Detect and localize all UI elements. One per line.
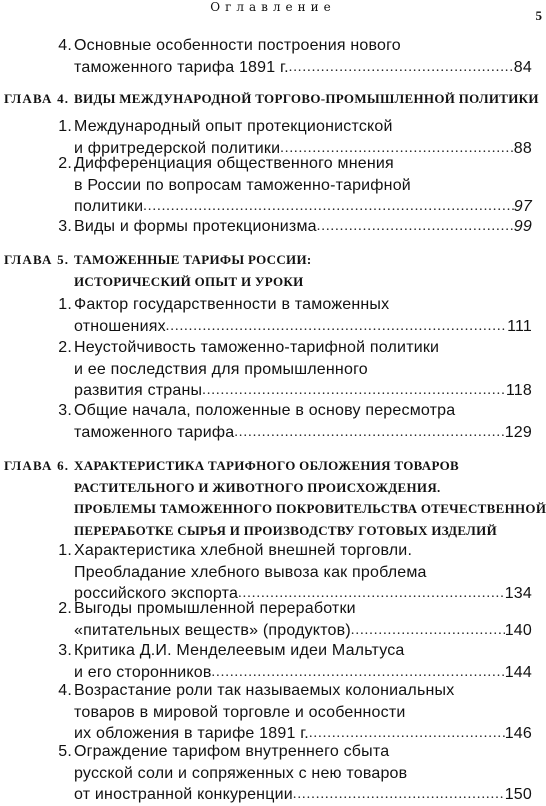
- entry-line: и его сторонников: [74, 663, 212, 681]
- entry-line: и ее последствия для промышленного: [74, 360, 368, 378]
- entry-number: 1.: [58, 118, 72, 135]
- entry-line: их обложения в тарифе 1891 г.: [74, 725, 309, 742]
- chapter-title-line: ВИДЫ МЕЖДУНАРОДНОЙ ТОРГОВО-ПРОМЫШЛЕННОЙ ПОЛИТИКИ: [74, 91, 539, 106]
- entry-line: Общие начала, положенные в основу пересмотра: [74, 402, 456, 419]
- entry-line: Выгоды промышленной переработки: [74, 600, 356, 617]
- toc-entry[interactable]: [46, 540, 532, 605]
- toc-entry[interactable]: [46, 294, 532, 337]
- entry-page: 99: [513, 218, 532, 235]
- entry-page: 140: [504, 621, 532, 639]
- entry-line: Преобладание хлебного вывоза как проблема: [74, 563, 427, 581]
- entry-page: 134: [504, 585, 532, 602]
- toc-entry[interactable]: [46, 153, 532, 218]
- entry-line: от иностранной конкуренции: [74, 786, 293, 803]
- entry-line: Возрастание роли так называемых колониальных: [74, 682, 455, 699]
- chapter-title-line: ИСТОРИЧЕСКИЙ ОПЫТ И УРОКИ: [74, 273, 304, 289]
- chapter-heading: [4, 88, 539, 110]
- entry-page: 84: [513, 58, 532, 76]
- chapter-label: ГЛАВА 5.: [4, 252, 70, 267]
- toc-entry[interactable]: [46, 35, 532, 78]
- entry-number: 1.: [58, 296, 72, 313]
- dot-leader: [289, 57, 514, 79]
- entry-line: русской соли и сопряженных с нею товаров: [74, 764, 408, 782]
- entry-line: Критика Д.И. Менделеевым идеи Мальтуса: [74, 642, 405, 659]
- toc-entry[interactable]: [46, 337, 532, 402]
- dot-leader: [166, 316, 507, 338]
- chapter-title-line: ХАРАКТЕРИСТИКА ТАРИФНОГО ОБЛОЖЕНИЯ ТОВАРОВ: [74, 458, 460, 473]
- entry-number: 4.: [58, 37, 72, 54]
- toc-entry[interactable]: [46, 400, 532, 443]
- toc-entry[interactable]: [46, 741, 532, 806]
- entry-number: 3.: [58, 218, 72, 235]
- chapter-heading: [4, 455, 546, 541]
- entry-number: 1.: [58, 542, 72, 559]
- entry-line: таможенного тарифа: [74, 423, 235, 441]
- entry-line: в России по вопросам таможенно-тарифной: [74, 176, 411, 194]
- dot-leader: [351, 620, 505, 642]
- entry-line: Основные особенности построения нового: [74, 37, 401, 54]
- entry-number: 3.: [58, 402, 72, 419]
- entry-page: 144: [504, 663, 532, 681]
- toc-entry[interactable]: [46, 640, 532, 683]
- entry-line: Международный опыт протекционистской: [74, 118, 393, 135]
- entry-number: 4.: [58, 682, 72, 699]
- dot-leader: [234, 422, 504, 444]
- entry-line: Дифференциация общественного мнения: [74, 155, 394, 172]
- entry-page: 129: [504, 423, 532, 441]
- entry-page: 118: [505, 382, 532, 399]
- entry-line: российского экспорта: [74, 585, 239, 602]
- chapter-label: ГЛАВА 4.: [4, 91, 70, 106]
- page-number: 5: [535, 8, 542, 23]
- entry-page: 150: [504, 786, 532, 803]
- entry-line: отношениях: [74, 317, 166, 335]
- toc-entry[interactable]: [46, 680, 532, 745]
- entry-line: и фритредерской политики: [74, 139, 281, 157]
- dot-leader: [143, 196, 514, 218]
- entry-line: Характеристика хлебной внешней торговли.: [74, 542, 413, 559]
- entry-number: 3.: [58, 642, 72, 659]
- chapter-title-line: ПЕРЕРАБОТКЕ СЫРЬЯ И ПРОИЗВОДСТВУ ГОТОВЫХ ИЗДЕЛИЙ: [74, 522, 497, 538]
- chapter-heading: [4, 249, 534, 292]
- entry-number: 5.: [58, 743, 72, 760]
- entry-line: товаров в мировой торговле и особенности: [74, 703, 406, 721]
- entry-page: 88: [513, 139, 532, 157]
- entry-line: политики: [74, 198, 144, 215]
- entry-page: 146: [504, 725, 532, 742]
- toc-entry[interactable]: [46, 598, 532, 641]
- entry-number: 2.: [58, 155, 72, 172]
- dot-leader: [202, 380, 506, 402]
- entry-line: Неустойчивость таможенно-тарифной политики: [74, 339, 440, 356]
- entry-line: Ограждение тарифом внутреннего сбыта: [74, 743, 390, 760]
- entry-page: 111: [507, 317, 532, 335]
- toc-entry[interactable]: [46, 216, 532, 238]
- running-head: Оглавление: [210, 0, 336, 14]
- entry-number: 2.: [58, 600, 72, 617]
- entry-line: Фактор государственности в таможенных: [74, 296, 390, 313]
- entry-line: Виды и формы протекционизма: [74, 218, 317, 235]
- entry-line: «питательных веществ» (продуктов): [74, 621, 351, 639]
- entry-line: развития страны: [74, 382, 203, 399]
- entry-page: 97: [513, 198, 532, 215]
- dot-leader: [293, 784, 505, 806]
- entry-line: таможенного тарифа 1891 г.: [74, 58, 289, 76]
- dot-leader: [317, 216, 514, 238]
- chapter-title-line: ПРОБЛЕМЫ ТАМОЖЕННОГО ПОКРОВИТЕЛЬСТВА ОТЕЧЕСТВЕННОЙ: [74, 501, 546, 516]
- entry-number: 2.: [58, 339, 72, 356]
- chapter-title-line: РАСТИТЕЛЬНОГО И ЖИВОТНОГО ПРОИСХОЖДЕНИЯ.: [74, 479, 441, 495]
- chapter-title-line: ТАМОЖЕННЫЕ ТАРИФЫ РОССИИ:: [74, 252, 312, 267]
- chapter-label: ГЛАВА 6.: [4, 458, 70, 473]
